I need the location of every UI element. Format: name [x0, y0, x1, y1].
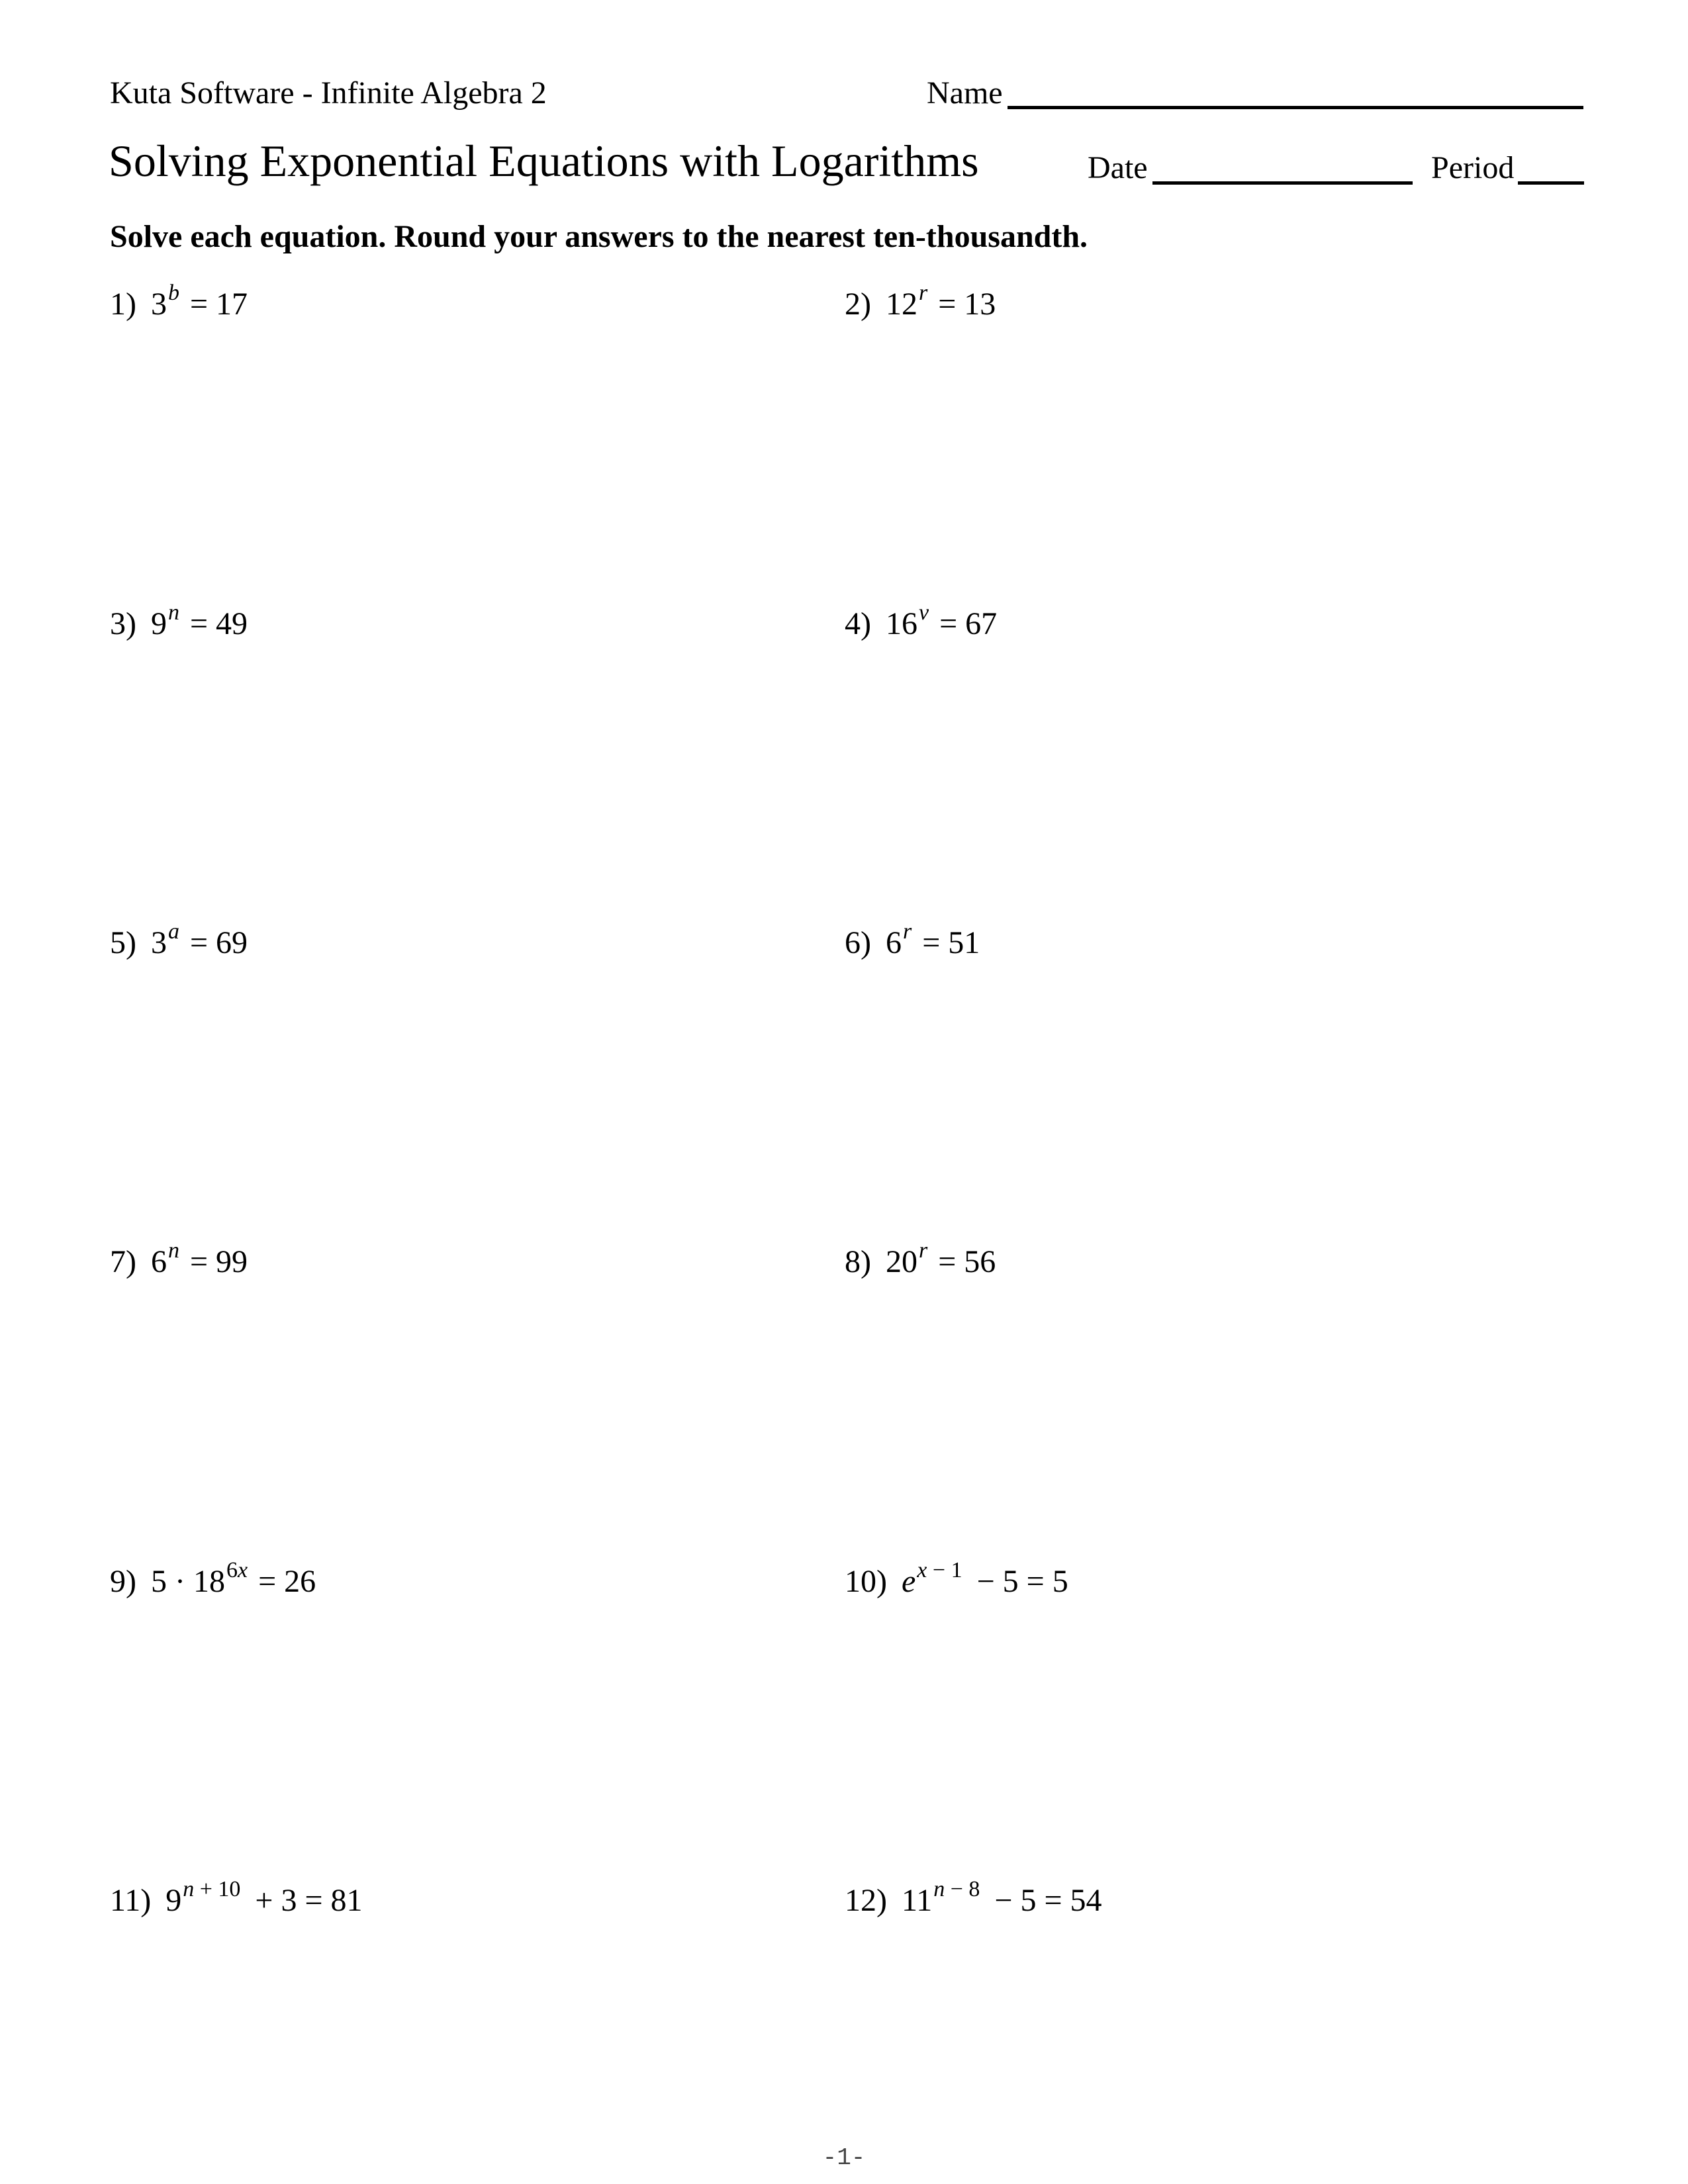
problem-base: 11	[901, 1883, 933, 1918]
problem-rest: + 3 = 81	[255, 1883, 363, 1918]
problem-number: 12)	[845, 1883, 887, 1918]
problem-4	[845, 600, 998, 647]
problem-rest: = 56	[938, 1244, 996, 1279]
problem-rest: = 69	[189, 925, 248, 960]
problem-number: 9)	[110, 1564, 136, 1599]
problem-exponent: v	[918, 600, 929, 625]
problem-exponent: n − 8	[933, 1877, 980, 1901]
problem-exponent: n	[167, 1238, 179, 1263]
problem-number: 4)	[845, 606, 871, 641]
problem-rest: = 51	[922, 925, 980, 960]
problem-base: 6	[150, 1244, 167, 1279]
software-label: Kuta Software - Infinite Algebra 2	[110, 75, 547, 111]
problem-rest: = 26	[258, 1564, 316, 1599]
problem-rest: − 5 = 54	[994, 1883, 1102, 1918]
problem-8	[845, 1238, 996, 1285]
problem-exponent: n	[167, 600, 179, 625]
problem-exponent: 6x	[226, 1558, 248, 1582]
instructions: Solve each equation. Round your answers to the nearest ten-thousandth.	[110, 219, 1088, 254]
problem-rest: = 17	[189, 287, 248, 322]
problem-11	[110, 1877, 363, 1924]
problem-exponent: x − 1	[917, 1558, 962, 1582]
problem-exponent: b	[167, 281, 179, 305]
problem-6	[845, 919, 980, 966]
problem-base: 3	[150, 925, 167, 960]
page-title: Solving Exponential Equations with Logarithms	[109, 136, 979, 186]
problem-5	[110, 919, 248, 966]
problem-base: e	[901, 1564, 916, 1599]
problem-rest: − 5 = 5	[976, 1564, 1068, 1599]
problem-number: 2)	[845, 287, 871, 322]
problem-base: 9	[150, 606, 167, 641]
problem-exponent: a	[167, 919, 179, 944]
problem-base: 12	[885, 287, 917, 322]
problem-exponent: r	[918, 1238, 928, 1263]
problem-exponent: n + 10	[183, 1877, 241, 1901]
problem-exponent: r	[918, 281, 928, 305]
problem-number: 6)	[845, 925, 871, 960]
date-field-line[interactable]	[1152, 181, 1413, 185]
period-field-line[interactable]	[1518, 181, 1584, 185]
problem-12	[845, 1877, 1102, 1924]
problem-number: 10)	[845, 1564, 887, 1599]
problem-rest: = 99	[189, 1244, 248, 1279]
problem-rest: = 67	[939, 606, 998, 641]
problem-number: 7)	[110, 1244, 136, 1279]
problem-number: 3)	[110, 606, 136, 641]
problem-number: 1)	[110, 287, 136, 322]
page-number: -1-	[822, 2144, 866, 2171]
problem-number: 8)	[845, 1244, 871, 1279]
problem-7	[110, 1238, 248, 1285]
problem-10	[845, 1558, 1068, 1605]
problem-base: 9	[165, 1883, 182, 1918]
problem-exponent: r	[902, 919, 912, 944]
problem-number: 5)	[110, 925, 136, 960]
problem-rest: = 13	[938, 287, 996, 322]
problem-base: 6	[885, 925, 902, 960]
problem-base: 16	[885, 606, 917, 641]
name-label: Name	[927, 75, 1003, 111]
problem-base: 20	[885, 1244, 917, 1279]
problem-3	[110, 600, 248, 647]
problem-1	[110, 281, 248, 328]
problem-2	[845, 281, 996, 328]
problem-rest: = 49	[189, 606, 248, 641]
date-label: Date	[1088, 150, 1148, 185]
period-label: Period	[1431, 150, 1515, 185]
problem-9	[110, 1558, 316, 1605]
name-field-line[interactable]	[1008, 106, 1583, 109]
problem-base: 5 · 18	[150, 1564, 225, 1599]
problem-number: 11)	[110, 1883, 152, 1918]
problem-base: 3	[150, 287, 167, 322]
